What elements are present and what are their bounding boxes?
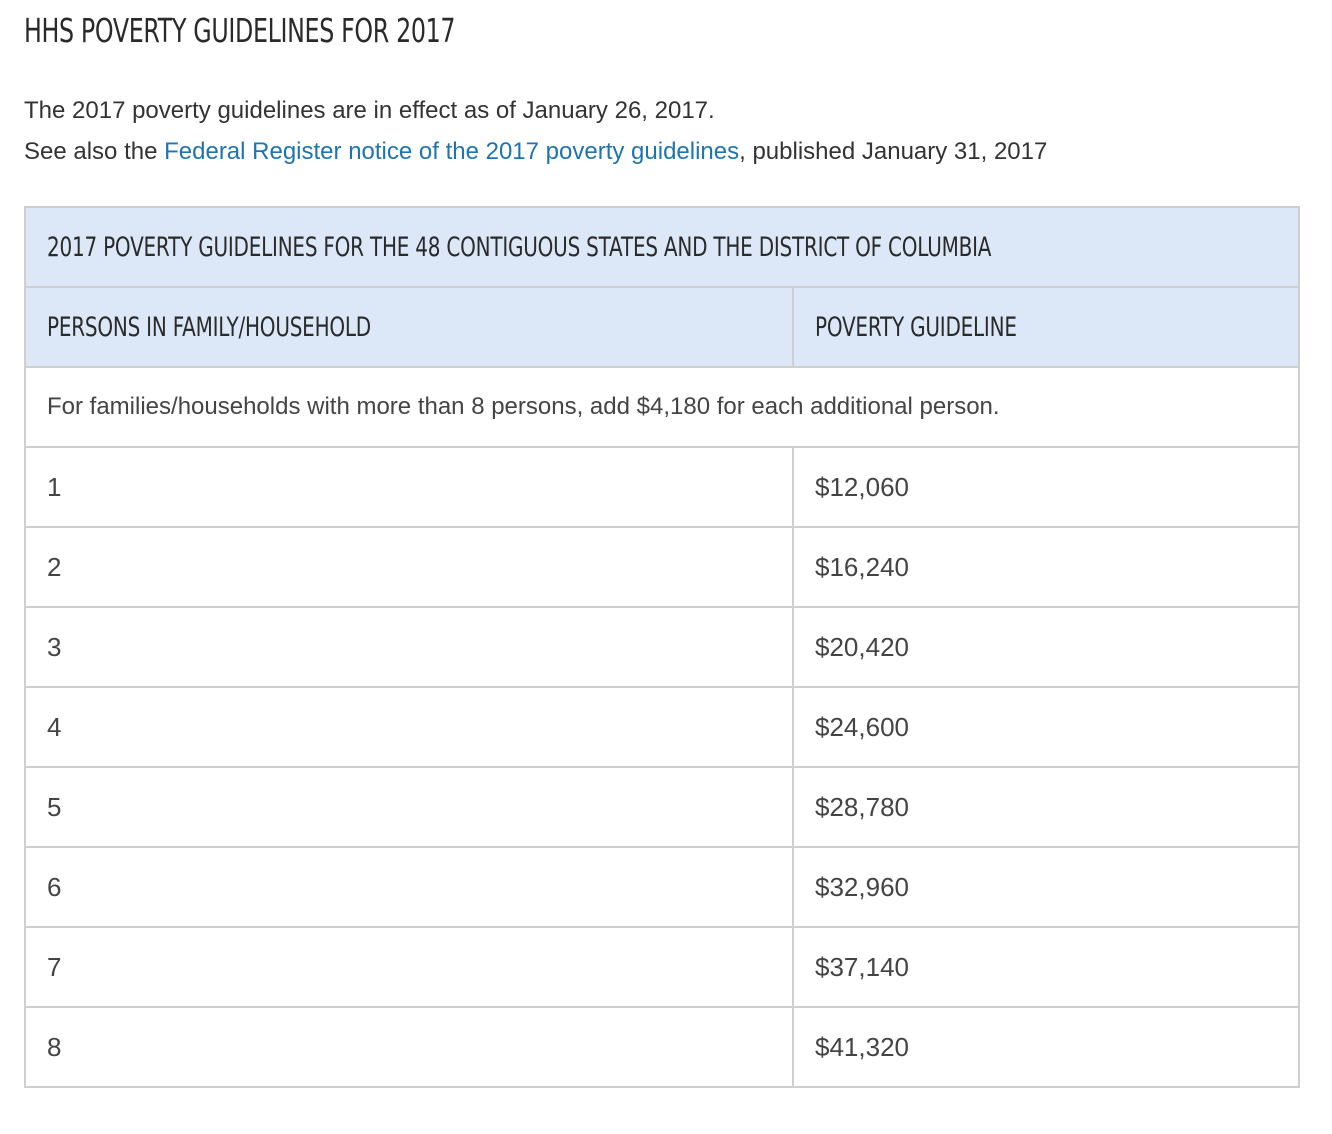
column-header-persons-text: PERSONS IN FAMILY/HOUSEHOLD xyxy=(47,311,371,343)
persons-cell: 3 xyxy=(25,607,793,687)
guidelines-table-container xyxy=(24,206,1298,1088)
table-caption-text: 2017 POVERTY GUIDELINES FOR THE 48 CONTIGUOUS STATES AND THE DISTRICT OF COLUMBIA xyxy=(47,231,992,263)
table-header-row xyxy=(25,287,1299,367)
persons-cell: 1 xyxy=(25,447,793,527)
guideline-cell: $41,320 xyxy=(793,1007,1299,1087)
table-row xyxy=(25,687,1299,767)
table-row xyxy=(25,847,1299,927)
guideline-cell: $37,140 xyxy=(793,927,1299,1007)
persons-cell: 5 xyxy=(25,767,793,847)
note-row xyxy=(25,367,1299,447)
see-also-text xyxy=(24,131,1298,172)
table-caption-row xyxy=(25,207,1299,287)
persons-cell: 4 xyxy=(25,687,793,767)
persons-cell: 8 xyxy=(25,1007,793,1087)
column-header-persons xyxy=(25,287,793,367)
effective-date-text: The 2017 poverty guidelines are in effect as of January 26, 2017. xyxy=(24,97,715,124)
page xyxy=(24,0,1298,1062)
guideline-cell: $12,060 xyxy=(793,447,1299,527)
table-row xyxy=(25,1007,1299,1087)
table-row xyxy=(25,767,1299,847)
table-caption xyxy=(25,207,1299,287)
guideline-cell: $24,600 xyxy=(793,687,1299,767)
persons-cell: 6 xyxy=(25,847,793,927)
table-row xyxy=(25,607,1299,687)
federal-register-link[interactable]: Federal Register notice of the 2017 poverty guidelines xyxy=(164,138,740,165)
guideline-cell: $28,780 xyxy=(793,767,1299,847)
page-title: HHS POVERTY GUIDELINES FOR 2017 xyxy=(24,11,456,50)
guideline-cell: $32,960 xyxy=(793,847,1299,927)
see-also-prefix: See also the xyxy=(24,138,165,165)
persons-cell: 2 xyxy=(25,527,793,607)
column-header-guideline xyxy=(793,287,1299,367)
see-also-suffix: , published January 31, 2017 xyxy=(739,138,1048,165)
column-header-guideline-text: POVERTY GUIDELINE xyxy=(815,311,1017,343)
guideline-cell: $20,420 xyxy=(793,607,1299,687)
table-row xyxy=(25,927,1299,1007)
intro-text xyxy=(24,90,1298,172)
persons-cell: 7 xyxy=(25,927,793,1007)
table-row xyxy=(25,527,1299,607)
table-row xyxy=(25,447,1299,527)
guideline-cell: $16,240 xyxy=(793,527,1299,607)
additional-person-note: For families/households with more than 8 persons, add $4,180 for each additional person. xyxy=(25,367,1299,447)
guidelines-table xyxy=(24,206,1300,1088)
